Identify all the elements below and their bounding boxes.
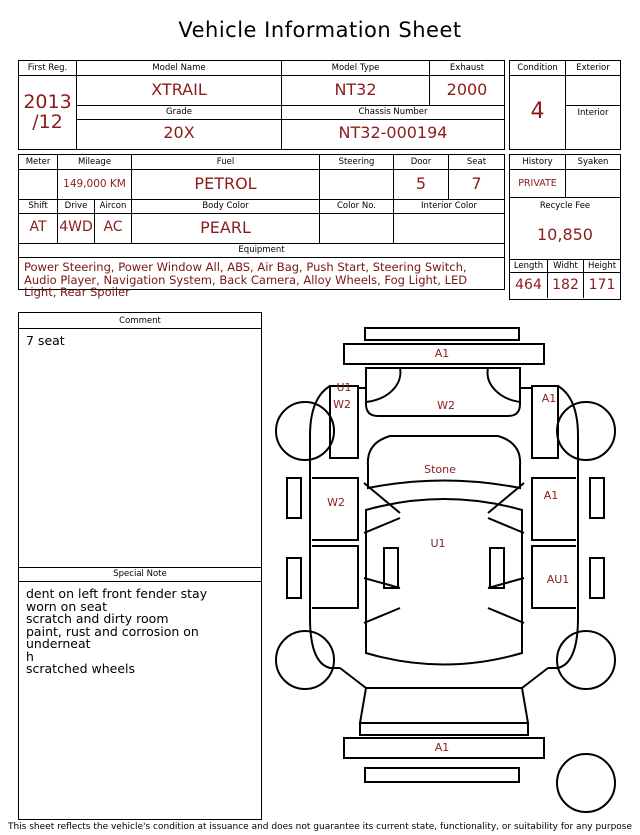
left-front-fender: [330, 386, 358, 458]
hood-curve-left: [366, 368, 400, 402]
mark-roof: U1: [430, 537, 446, 550]
recycle-block: [509, 198, 621, 260]
right-body-outline: [548, 386, 578, 668]
special-note-label: Special Note: [113, 569, 167, 579]
front-right-wheel: [557, 402, 615, 460]
car-damage-diagram: [270, 318, 622, 818]
first-reg-month: /12: [32, 111, 63, 133]
mark-right-rear-door: AU1: [546, 573, 570, 586]
front-grille-bar: [365, 328, 519, 340]
windshield: [368, 436, 520, 488]
exhaust-value: 2000: [446, 80, 488, 99]
door-value: 5: [415, 174, 427, 193]
door-label: Door: [410, 157, 432, 167]
history-label: History: [522, 157, 553, 167]
special-note-line: h: [26, 648, 34, 664]
mark-rear-bumper: A1: [434, 741, 450, 754]
rear-left-wheel: [276, 631, 334, 689]
tailgate-glass: [360, 688, 528, 723]
exhaust-label: Exhaust: [449, 63, 485, 73]
condition-label: Condition: [517, 63, 558, 73]
history-value: PRIVATE: [518, 178, 557, 189]
model-type-label: Model Type: [331, 63, 380, 73]
history-block: [509, 154, 621, 198]
shift-label: Shift: [28, 201, 48, 211]
comment-label: Comment: [119, 316, 161, 326]
chassis-label: Chassis Number: [358, 107, 428, 117]
roof: [366, 499, 522, 665]
left-rear-door: [312, 546, 358, 608]
grade-label: Grade: [166, 107, 192, 117]
mark-right-front-door: A1: [543, 489, 559, 502]
meter-label: Meter: [25, 157, 51, 167]
front-left-wheel: [276, 402, 334, 460]
length-label: Length: [513, 261, 544, 271]
height-label: Height: [587, 261, 617, 271]
fuel-value: PETROL: [194, 174, 257, 193]
special-note-line: scratched wheels: [26, 661, 135, 676]
spare-wheel: [557, 754, 615, 812]
equipment-value: Power Steering, Power Window All, ABS, Air Bag, Push Start, Steering Switch, Audio Player, Navigation System, Back Camera, Alloy Wheels, Fog Light, LED Light, Rear Spoiler: [24, 260, 468, 299]
dimensions-block: [509, 260, 621, 300]
recycle-label: Recycle Fee: [539, 201, 591, 211]
body-color-value: PEARL: [200, 218, 251, 237]
aircon-value: AC: [103, 219, 123, 235]
condition-value: 4: [530, 99, 545, 124]
mark-left-front-fender: U1: [336, 381, 352, 394]
right-step: [590, 478, 604, 518]
equipment-label: Equipment: [238, 245, 285, 255]
aircon-label: Aircon: [99, 201, 127, 211]
special-note-list: [26, 588, 261, 676]
left-step: [287, 478, 301, 518]
rear-right-wheel: [557, 631, 615, 689]
special-note-line: scratch and dirty room: [26, 611, 169, 626]
width-label: Widht: [553, 261, 578, 271]
model-name-value: XTRAIL: [151, 80, 207, 99]
recycle-value: 10,850: [537, 225, 593, 244]
syaken-label: Syaken: [577, 157, 609, 167]
grade-cell: [76, 105, 281, 149]
fuel-label: Fuel: [216, 157, 235, 167]
drive-value: 4WD: [59, 219, 93, 235]
model-type-cell: [281, 61, 429, 105]
mark-front-bumper: A1: [434, 347, 450, 360]
sheet-title: Vehicle Information Sheet: [178, 18, 462, 42]
exterior-label: Exterior: [576, 63, 610, 73]
hood-curve-right: [488, 368, 520, 402]
model-name-cell: [76, 61, 281, 105]
shift-value: AT: [29, 219, 47, 235]
model-type-value: NT32: [334, 80, 377, 99]
top-info-block: [18, 60, 505, 150]
special-note-line: worn on seat: [26, 598, 107, 614]
color-no-label: Color No.: [336, 201, 376, 211]
first-reg-year: 2013: [23, 91, 72, 113]
drive-label: Drive: [64, 201, 88, 211]
right-mirror-arm: [590, 558, 604, 598]
interior-color-label: Interior Color: [421, 201, 477, 211]
first-reg-label: First Reg.: [27, 63, 68, 73]
steering-label: Steering: [338, 157, 375, 167]
mid-info-block: [18, 154, 505, 299]
comment-block: [18, 312, 262, 820]
exhaust-cell: [429, 61, 504, 105]
seat-value: 7: [471, 174, 482, 193]
comment-text: 7 seat: [26, 333, 65, 348]
chassis-cell: [281, 105, 504, 149]
left-body-outline: [310, 386, 340, 668]
mileage-value: 149,000 KM: [63, 178, 126, 190]
mark-hood: W2: [437, 399, 455, 412]
chassis-value: NT32-000194: [338, 123, 448, 142]
height-value: 171: [588, 277, 616, 293]
condition-block: [509, 60, 621, 150]
body-color-label: Body Color: [202, 201, 249, 211]
grade-value: 20X: [163, 123, 195, 142]
right-front-door: [532, 478, 576, 540]
width-value: 182: [552, 277, 579, 293]
mark-left-front-door: W2: [327, 496, 345, 509]
special-note-line: dent on left front fender stay: [26, 586, 208, 601]
mark-left-front-fender2: W2: [333, 398, 351, 411]
mark-windshield: Stone: [424, 463, 456, 476]
length-value: 464: [515, 277, 542, 293]
rear-plate-bar: [365, 768, 519, 782]
left-pillar: [384, 548, 398, 588]
left-mirror-arm: [287, 558, 301, 598]
left-front-door: [312, 478, 358, 540]
model-name-label: Model Name: [152, 63, 206, 73]
right-pillar: [490, 548, 504, 588]
mark-right-front-fender: A1: [541, 392, 557, 405]
mileage-label: Mileage: [77, 157, 112, 167]
footer-disclaimer: This sheet reflects the vehicle's condition at issuance and does not guarantee its current state, functionality, or suitability for any purpose: [7, 822, 633, 832]
tailgate: [360, 723, 528, 735]
special-note-line: paint, rust and corrosion on underneat: [26, 623, 199, 651]
seat-label: Seat: [466, 157, 487, 167]
interior-label: Interior: [577, 108, 609, 118]
